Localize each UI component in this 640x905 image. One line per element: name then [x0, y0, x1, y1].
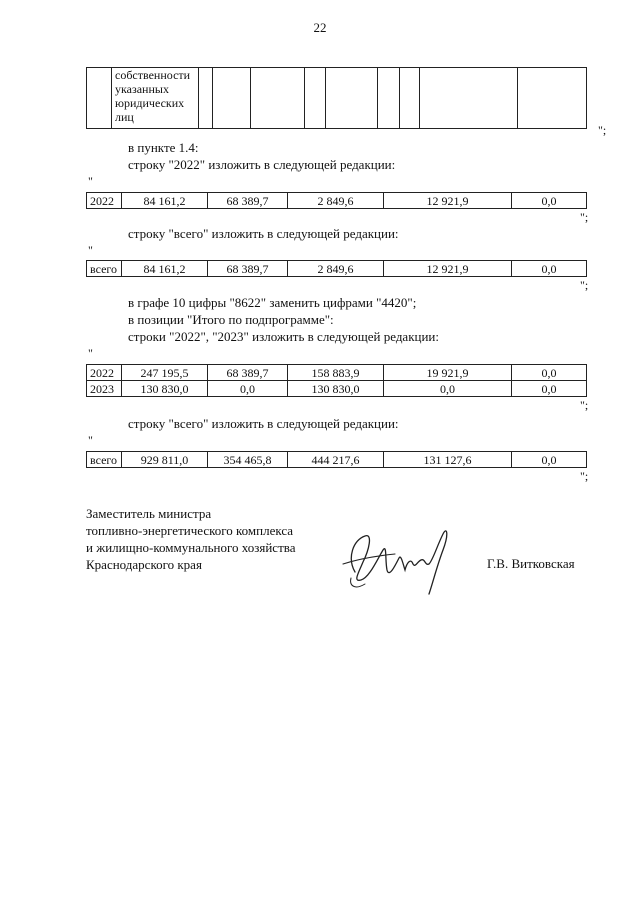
signatory-line: и жилищно-коммунального хозяйства: [86, 540, 296, 555]
closing-quote: ";: [580, 210, 589, 224]
table-cell: [518, 68, 587, 129]
opening-quote: ": [88, 346, 93, 360]
opening-quote: ": [88, 174, 93, 188]
value-cell: 0,0: [208, 381, 288, 397]
value-cell: 130 830,0: [288, 381, 384, 397]
year-cell: 2022: [87, 193, 122, 209]
row-total-table: [86, 260, 587, 277]
signatory-line: Краснодарского края: [86, 557, 202, 572]
value-cell: 84 161,2: [122, 261, 208, 277]
table-cell: [87, 68, 112, 129]
handwritten-signature: [325, 520, 460, 600]
table-row: [87, 68, 587, 129]
value-cell: 130 830,0: [122, 381, 208, 397]
signatory-line: Заместитель министра: [86, 506, 212, 521]
opening-quote: ": [88, 243, 93, 257]
signatory-name: Г.В. Витковская: [487, 556, 575, 571]
value-cell: 0,0: [512, 365, 587, 381]
cell-line: указанных: [115, 82, 169, 96]
value-cell: 2 849,6: [288, 193, 384, 209]
paragraph: в позиции "Итого по подпрограмме":: [128, 312, 334, 327]
signatory-position: [86, 505, 296, 573]
page-number: 22: [313, 20, 327, 35]
label-cell: всего: [87, 261, 122, 277]
value-cell: 158 883,9: [288, 365, 384, 381]
value-cell: 0,0: [512, 381, 587, 397]
years-table: [86, 364, 587, 397]
value-cell: 12 921,9: [384, 193, 512, 209]
cell-line: лиц: [115, 110, 134, 124]
row-2022-table: [86, 192, 587, 209]
year-cell: 2022: [87, 365, 122, 381]
table-row: [87, 193, 587, 209]
closing-quote: ";: [580, 278, 589, 292]
paragraph: строку "всего" изложить в следующей редакции:: [128, 226, 399, 241]
value-cell: 0,0: [512, 452, 587, 468]
cell-line: юридических: [115, 96, 185, 110]
table-row: [87, 452, 587, 468]
value-cell: 0,0: [384, 381, 512, 397]
value-cell: 68 389,7: [208, 365, 288, 381]
table-cell: [251, 68, 305, 129]
table-cell: [400, 68, 420, 129]
grand-total-table: [86, 451, 587, 468]
continuation-table: [86, 67, 587, 129]
value-cell: 84 161,2: [122, 193, 208, 209]
signatory-line: топливно-энергетического комплекса: [86, 523, 294, 538]
closing-quote: ";: [598, 123, 607, 137]
label-cell: всего: [87, 452, 122, 468]
closing-quote: ";: [580, 398, 589, 412]
closing-quote: ";: [580, 469, 589, 483]
value-cell: 0,0: [512, 261, 587, 277]
table-row: [87, 261, 587, 277]
paragraph: в графе 10 цифры "8622" заменить цифрами "4420";: [128, 295, 417, 310]
table-cell: [213, 68, 251, 129]
paragraph: строку "всего" изложить в следующей редакции:: [128, 416, 399, 431]
value-cell: 444 217,6: [288, 452, 384, 468]
table-cell-owner-text: [112, 68, 199, 129]
table-row: [87, 381, 587, 397]
value-cell: 12 921,9: [384, 261, 512, 277]
cell-line: собственности: [115, 68, 191, 82]
paragraph: в пункте 1.4:: [128, 140, 199, 155]
value-cell: 929 811,0: [122, 452, 208, 468]
value-cell: 354 465,8: [208, 452, 288, 468]
paragraph: строки "2022", "2023" изложить в следующей редакции:: [128, 329, 440, 344]
paragraph: строку "2022" изложить в следующей редакции:: [128, 157, 396, 172]
table-cell: [199, 68, 213, 129]
table-cell: [305, 68, 326, 129]
opening-quote: ": [88, 433, 93, 447]
table-cell: [378, 68, 400, 129]
table-row: [87, 365, 587, 381]
value-cell: 2 849,6: [288, 261, 384, 277]
value-cell: 131 127,6: [384, 452, 512, 468]
value-cell: 68 389,7: [208, 261, 288, 277]
table-cell: [326, 68, 378, 129]
value-cell: 19 921,9: [384, 365, 512, 381]
value-cell: 68 389,7: [208, 193, 288, 209]
year-cell: 2023: [87, 381, 122, 397]
value-cell: 247 195,5: [122, 365, 208, 381]
value-cell: 0,0: [512, 193, 587, 209]
table-cell: [420, 68, 518, 129]
